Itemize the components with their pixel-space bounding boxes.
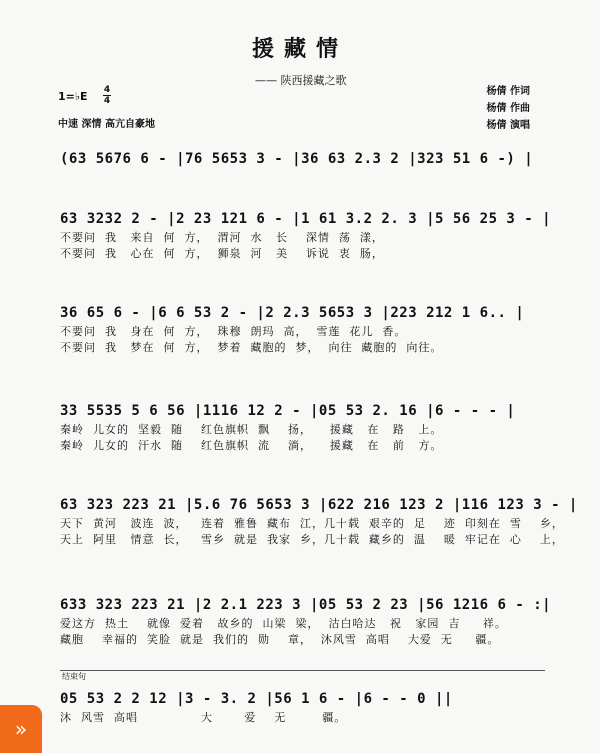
coda-divider xyxy=(60,670,545,671)
composer: 杨倩 作曲 xyxy=(486,103,530,114)
system-4 xyxy=(60,400,550,454)
lyric-line: 不要问 我 来自 何 方， 渭河 水 长 深情 荡 漾， xyxy=(60,231,384,244)
lyric-line: 秦岭 儿女的 汗水 随 红色旗帜 流 淌， 援藏 在 前 方。 xyxy=(60,439,443,452)
notation-line: 33 5535 5 6 56 |1116 12 2 - |05 53 2. 16 |6 - - - | xyxy=(60,403,516,419)
lyric-line: 不要问 我 身在 何 方， 珠穆 朗玛 高， 雪莲 花儿 香。 xyxy=(60,325,407,338)
notation-line: 63 3232 2 - |2 23 121 6 - |1 61 3.2 2. 3 |5 56 25 3 - | xyxy=(60,211,552,227)
singer: 杨倩 演唱 xyxy=(486,120,530,131)
notation-line: 63 323 223 21 |5.6 76 5653 3 |622 216 123 2 |116 123 3 - | xyxy=(60,497,578,513)
coda-label: 结束句 xyxy=(62,672,86,681)
system-2 xyxy=(60,208,550,262)
lyric-line: 天上 阿里 情意 长， 雪乡 就是 我家 乡，几十载 藏乡的 温 暖 牢记在 心 上， xyxy=(60,533,564,546)
lyric-line: 不要问 我 心在 何 方， 狮泉 河 美 诉说 衷 肠， xyxy=(60,247,384,260)
notation-line: 633 323 223 21 |2 2.1 223 3 |05 53 2 23 |56 1216 6 - :| xyxy=(60,597,552,613)
system-3 xyxy=(60,302,550,356)
notation-line: 05 53 2 2 12 |3 - 3. 2 |56 1 6 - |6 - - 0 || xyxy=(60,691,453,707)
lyric-line: 不要问 我 梦在 何 方， 梦着 藏胞的 梦， 向往 藏胞的 向往。 xyxy=(60,341,443,354)
time-signature xyxy=(103,85,111,106)
song-title: 援藏情 xyxy=(251,36,348,62)
notation-line: (63 5676 6 - |76 5653 3 - |36 63 2.3 2 |323 51 6 -) | xyxy=(60,151,534,167)
lyric-line: 藏胞 幸福的 笑脸 就是 我们的 勋 章， 沐风雪 高唱 大爱 无 疆。 xyxy=(60,633,500,646)
notation-line: 36 65 6 - |6 6 53 2 - |2 2.3 5653 3 |223 212 1 6.. | xyxy=(60,305,525,321)
credits xyxy=(487,83,530,134)
tempo-marking: 中速 深情 高亢自豪地 xyxy=(58,119,155,130)
meter-bottom: 4 xyxy=(103,96,111,106)
system-7 xyxy=(60,688,550,726)
lyric-line: 天下 黄河 波连 波， 连着 雅鲁 藏布 江，几十载 艰辛的 足 迹 印刻在 雪 乡， xyxy=(60,517,564,530)
system-6 xyxy=(60,594,550,648)
lyricist: 杨倩 作词 xyxy=(486,86,530,97)
lyric-line: 爱这方 热土 就像 爱着 故乡的 山梁 梁， 沽白哈达 祝 家园 吉 祥。 xyxy=(60,617,507,630)
key-signature: 1=♭E xyxy=(58,90,88,103)
system-1 xyxy=(60,148,550,170)
song-subtitle: —— 陕西援藏之歌 xyxy=(255,74,347,87)
meter-top: 4 xyxy=(103,85,111,95)
lyric-line: 秦岭 儿女的 坚毅 随 红色旗帜 飘 扬， 援藏 在 路 上。 xyxy=(60,423,443,436)
expand-arrow-icon[interactable]: » xyxy=(0,705,42,753)
system-5 xyxy=(60,494,578,548)
lyric-line: 沐 风雪 高唱 大 爱 无 疆。 xyxy=(60,711,347,724)
